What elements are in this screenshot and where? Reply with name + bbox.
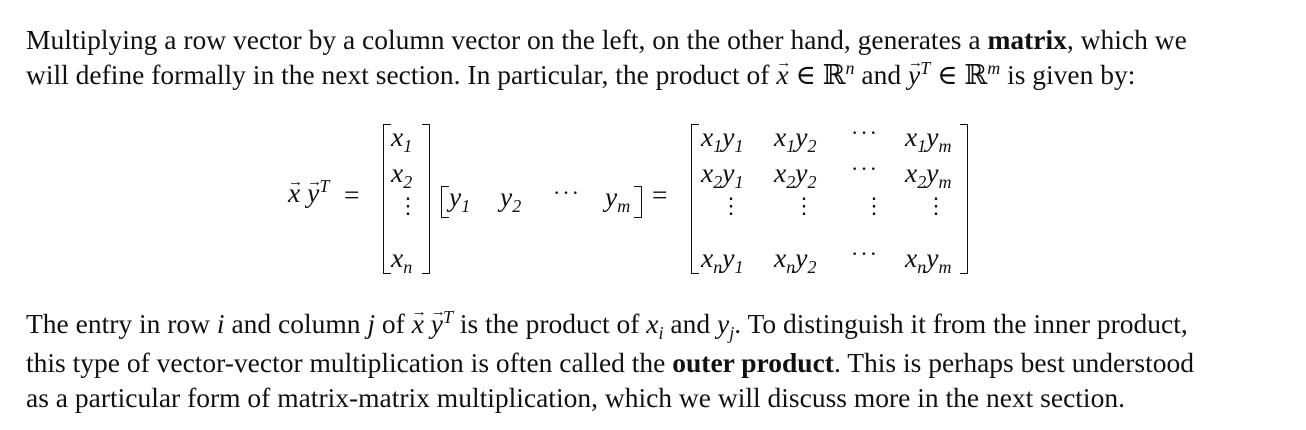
entry-x2y2: $x_2y_2$ [774,157,817,192]
y1-entry: $y_1$ [449,181,471,216]
diag-vdots: ⋮ [863,193,885,218]
matrix-left-bracket [691,124,699,274]
entry-xny1: $x_ny_1$ [701,242,744,277]
ym-entry: $y_m$ [605,181,631,216]
entry-x2y1: $x_2y_1$ [701,157,744,192]
x1-entry: $x_1$ [391,121,413,156]
vector-y: → y [908,57,920,92]
rown-hdots: ··· [851,241,879,266]
col1-vdots: ⋮ [720,193,742,218]
vector-x: → x [776,57,788,92]
x-vector-left-bracket [383,124,391,274]
equals-sign-2: = [652,179,668,210]
entry-xnym: $x_ny_m$ [905,242,952,277]
colm-vdots: ⋮ [925,193,947,218]
entry-x1y2: $x_1y_2$ [774,121,817,156]
y-hdots: ··· [553,180,581,205]
outer-line-1: The entry in row i and column j of → $x \to y^T$ is the product of $x_i$ and $y_j$. To distinguish it from the inner product, [26,306,1288,345]
outer-line-3: as a particular form of matrix-matrix multiplication, which we will discuss more in the next section. [26,382,1125,413]
entry-xny2: $x_ny_2$ [774,242,817,277]
entry-x1y1: $x_1y_1$ [701,121,744,156]
x-vector-right-bracket [422,124,430,274]
y-vector-right-bracket [634,186,642,218]
intro-line-2: will define formally in the next section. In particular, the product of → x ∈ ℝ$^n$ and → $y^T$ ∈ ℝ$^m$ is given by: [26,57,1288,96]
x2-entry: $x_2$ [391,157,413,192]
intro-line-1: Multiplying a row vector by a column vector on the left, on the other hand, generates a matrix, which we [26,24,1187,55]
lhs-x-yT: → $x \to y^T$ [288,178,329,211]
xn-entry: $x_n$ [391,242,413,277]
row1-hdots: ··· [851,120,879,145]
term-outer-product: outer product [672,347,834,378]
row2-hdots: ··· [851,156,879,181]
y2-entry: $y_2$ [500,181,522,216]
equals-sign-1: = [344,179,360,210]
x-vdots: ⋮ [397,193,419,218]
col2-vdots: ⋮ [793,193,815,218]
outer-line-2: this type of vector-vector multiplication is often called the outer product. This is perhaps best understood [26,347,1194,378]
entry-x2ym: $x_2y_m$ [905,157,952,192]
matrix-right-bracket [960,124,968,274]
entry-x1ym: $x_1y_m$ [905,121,952,156]
term-matrix: matrix [987,24,1067,55]
outer-product-paragraph [26,306,1288,415]
y-vector-left-bracket [441,186,449,218]
